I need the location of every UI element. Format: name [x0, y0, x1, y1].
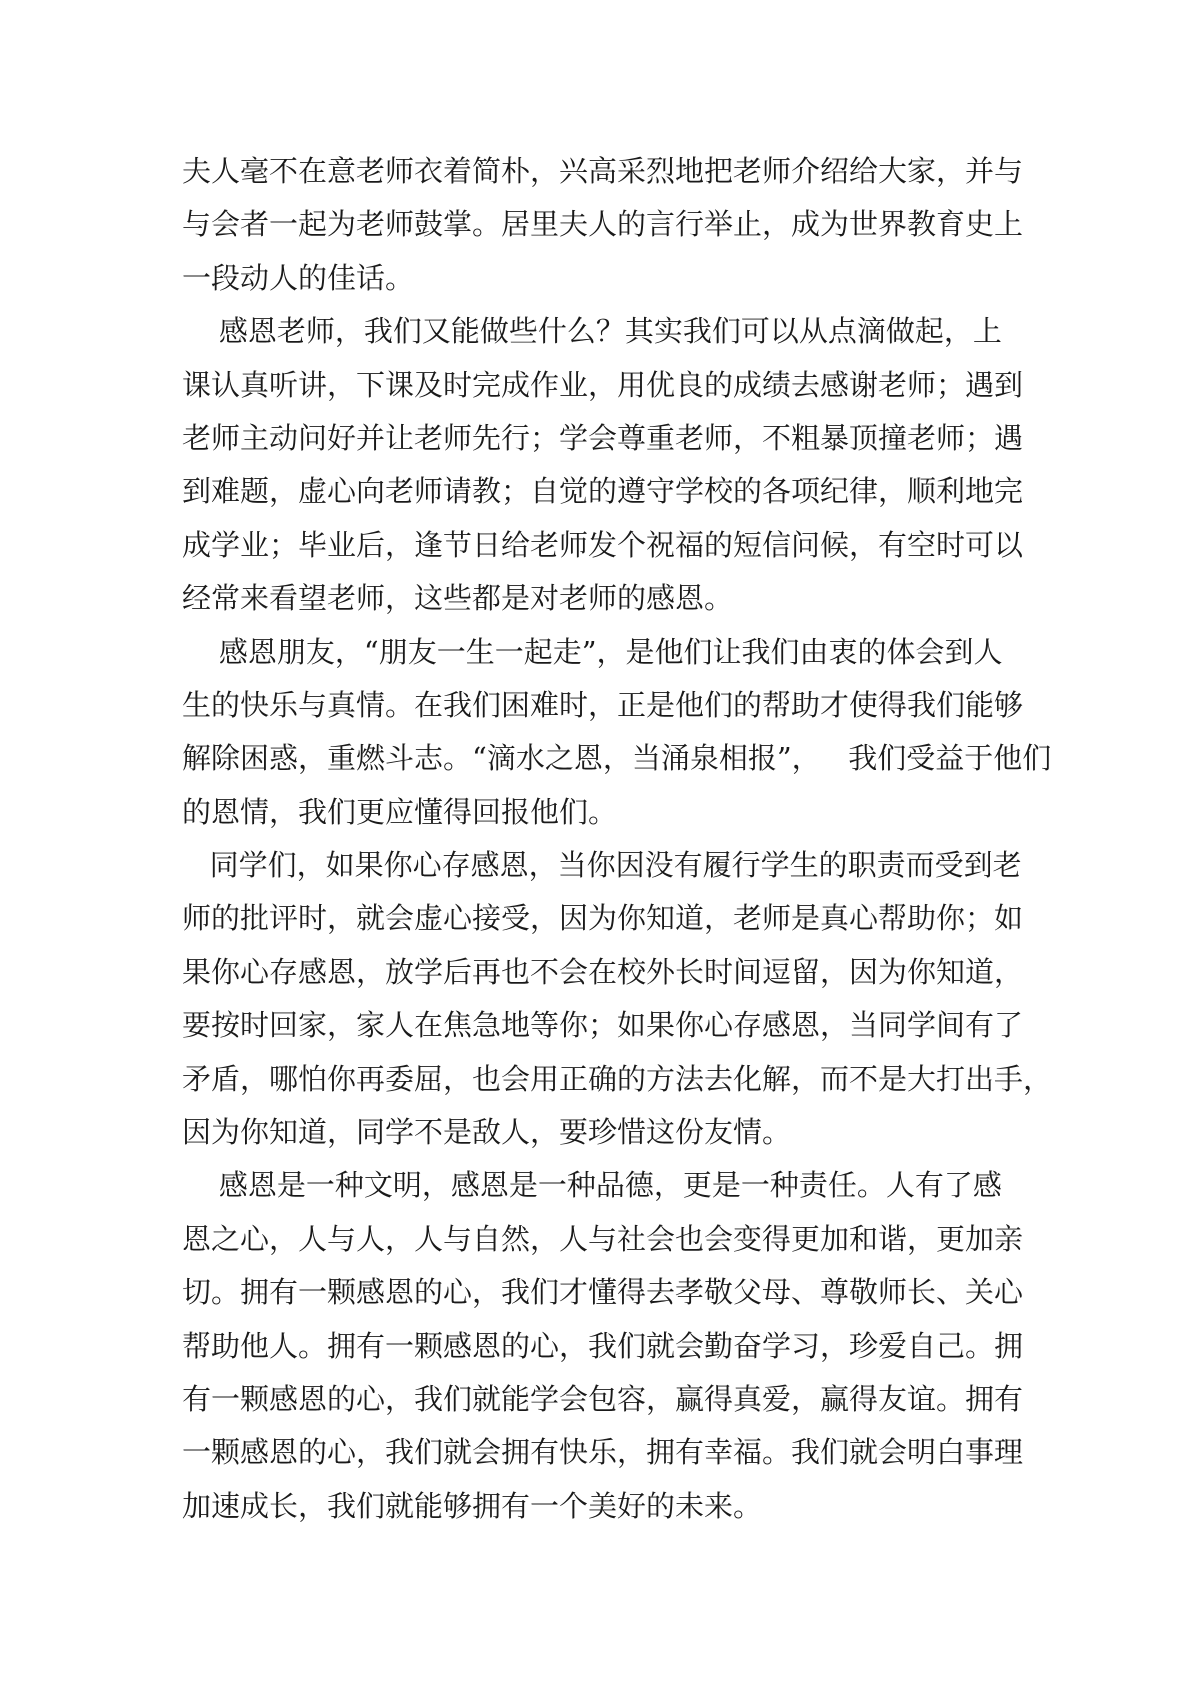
text-line: 切。拥有一颗感恩的心，我们才懂得去孝敬父母、尊敬师长、关心 — [182, 1275, 1024, 1310]
text-line: 一颗感恩的心，我们就会拥有快乐，拥有幸福。我们就会明白事理 — [182, 1435, 1024, 1470]
text-line: 师的批评时，就会虚心接受，因为你知道，老师是真心帮助你；如 — [182, 901, 1024, 936]
text-line: 有一颗感恩的心，我们就能学会包容，赢得真爱，赢得友谊。拥有 — [182, 1381, 1024, 1416]
text-line: 果你心存感恩，放学后再也不会在校外长时间逗留，因为你知道， — [182, 954, 1024, 989]
text-line: 感恩老师，我们又能做些什么？其实我们可以从点滴做起，上 — [182, 314, 1002, 349]
text-line: 成学业；毕业后，逢节日给老师发个祝福的短信问候，有空时可以 — [182, 527, 1024, 562]
text-line: 帮助他人。拥有一颗感恩的心，我们就会勤奋学习，珍爱自己。拥 — [182, 1328, 1024, 1363]
text-line: 经常来看望老师，这些都是对老师的感恩。 — [182, 581, 734, 616]
text-line: 解除困惑，重燃斗志。“滴水之恩，当涌泉相报”， 我们受益于他们 — [182, 741, 1052, 776]
body-text — [182, 145, 1053, 1533]
text-line: 夫人毫不在意老师衣着简朴，兴高采烈地把老师介绍给大家，并与 — [182, 154, 1024, 188]
text-line: 因为你知道，同学不是敌人，要珍惜这份友情。 — [182, 1115, 792, 1150]
text-line: 与会者一起为老师鼓掌。居里夫人的言行举止，成为世界教育史上 — [182, 207, 1024, 242]
text-line: 到难题，虚心向老师请教；自觉的遵守学校的各项纪律，顺利地完 — [182, 474, 1024, 509]
text-line: 的恩情，我们更应懂得回报他们。 — [182, 794, 618, 829]
text-line: 矛盾，哪怕你再委屈，也会用正确的方法去化解，而不是大打出手， — [182, 1061, 1053, 1096]
text-line: 感恩朋友，“朋友一生一起走”，是他们让我们由衷的体会到人 — [182, 634, 1003, 669]
text-line: 课认真听讲，下课及时完成作业，用优良的成绩去感谢老师；遇到 — [182, 367, 1024, 402]
text-line: 老师主动问好并让老师先行；学会尊重老师，不粗暴顶撞老师；遇 — [182, 420, 1024, 455]
text-line: 同学们，如果你心存感恩，当你因没有履行学生的职责而受到老 — [182, 848, 1022, 883]
text-line: 生的快乐与真情。在我们困难时，正是他们的帮助才使得我们能够 — [182, 687, 1024, 722]
text-line: 要按时回家，家人在焦急地等你；如果你心存感恩，当同学间有了 — [182, 1008, 1024, 1043]
text-line: 恩之心，人与人，人与自然，人与社会也会变得更加和谐，更加亲 — [182, 1221, 1024, 1256]
text-line: 感恩是一种文明，感恩是一种品德，更是一种责任。人有了感 — [182, 1168, 1002, 1203]
text-line: 一段动人的佳话。 — [182, 260, 415, 295]
text-line: 加速成长，我们就能够拥有一个美好的未来。 — [182, 1488, 763, 1523]
